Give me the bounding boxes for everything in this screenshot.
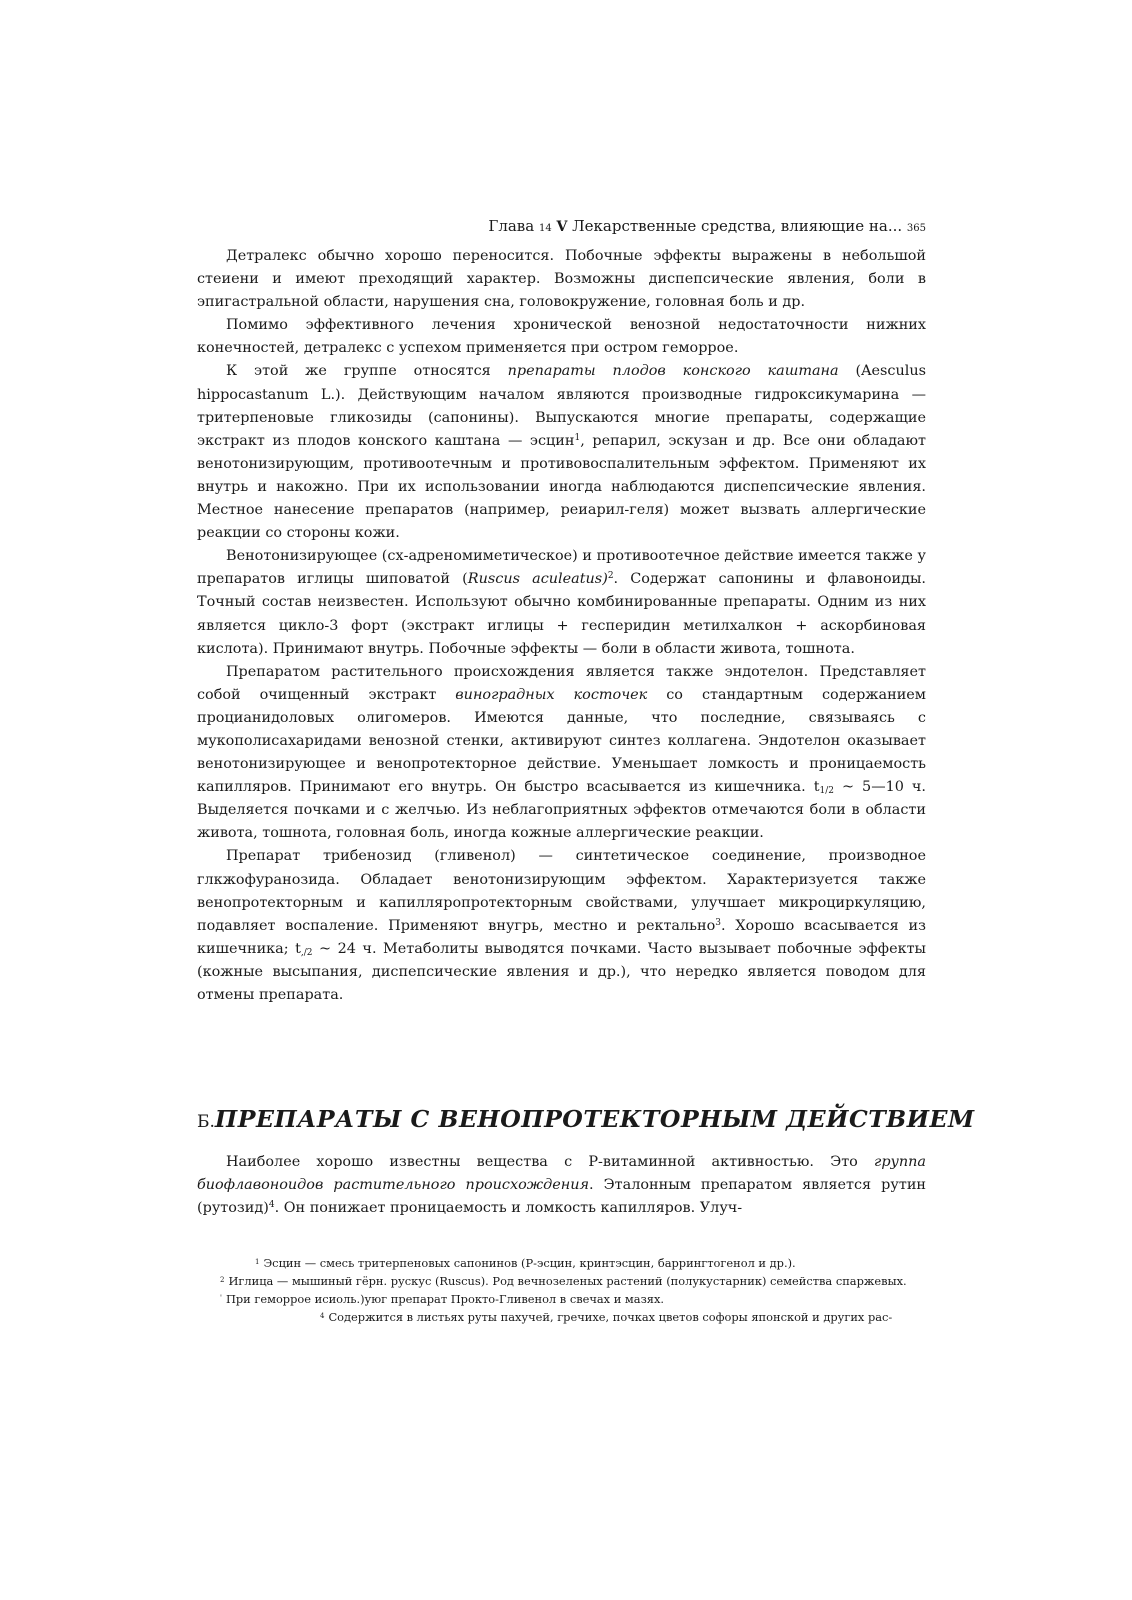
footnote-text: При геморрое исиоль.)уюг препарат Прокто-Гливенол в свечах и мазях.	[225, 1292, 665, 1306]
paragraph: Венотонизирующее (сх-адреномиметическое) и противоотечное действие имеется также у препаратов иглицы шиповатой (Ruscus aculeatus)$^2$. Содержат сапонины и флавоноиды. Точный состав неизвестен. Используют обычно комбинированные препараты. Одним из них является цикло-3 форт (экстракт иглицы + гесперидин метилхалкон + аскорбиновая кислота). Принимают внутрь. Побочные эффекты — боли в области живота, тошнота.	[197, 548, 926, 657]
footnote-ref: 1	[574, 432, 581, 443]
footnote-mark: 1	[255, 1258, 260, 1266]
paragraph: Помимо эффективного лечения хронической венозной недостаточности нижних конечностей, детралекс с успехом применяется при остром геморрое.	[197, 317, 926, 357]
italic-term: группа биофлавоноидов растительного происхождения	[197, 1154, 926, 1194]
footnote	[197, 1308, 926, 1326]
paragraph: К этой же группе относятся препараты плодов конского каштана (Aesculus hippocastanum L.). Действующим началом являются производные гидроксикумарина — тритерпеновые гликозиды (сапонины). Выпускаются многие препараты, содержащие экстракт из плодов конского каштана — эсцин$^1$, репарил, эскузан и др. Все они обладают венотонизирующим, противоотечным и противовоспалительным эффектом. Применяют их внутрь и накожно. При их использовании иногда наблюдаются диспепсические явления. Местное нанесение препаратов (например, реиарил-геля) может вызвать аллергические реакции со стороны кожи.	[197, 363, 927, 542]
subscript: 1/2	[819, 786, 834, 797]
section-letter: Б.	[197, 1112, 215, 1132]
footnote-ref: 4	[268, 1200, 275, 1211]
section-intro	[197, 1151, 926, 1220]
italic-term: препараты плодов конского каштана	[507, 363, 839, 380]
paragraph: Наиболее хорошо известны вещества с Р-витаминной активностью. Это группа биофлавоноидов растительного происхождения. Эталонным препаратом является рутин (рутозид)$^4$. Он понижает проницаемость и ломкость капилляров. Улуч-	[197, 1154, 927, 1217]
paragraph: Препаратом растительного происхождения является также эндотелон. Представляет собой очищенный экстракт виноградных косточек со стандартным содержанием процианидоловых олигомеров. Имеются данные, что последние, связываясь с мукополисахаридами венозной стенки, активируют синтез коллагена. Эндотелон оказывает венотонизирующее и венопротекторное действие. Уменьшает ломкость и проницаемость капилляров. Принимают его внутрь. Он быстро всасывается из кишечника. $t_{1/2}$ ~ 5—10 ч. Выделяется почками и с желчью. Из неблагоприятных эффектов отмечаются боли в области живота, тошнота, головная боль, иногда кожные аллергические реакции.	[197, 663, 926, 842]
page-number: 365	[906, 223, 926, 234]
chapter-number: 14	[538, 223, 552, 234]
paragraph: Препарат трибенозид (гливенол) — синтетическое соединение, производное глкжофуранозида. Обладает венотонизирующим эффектом. Характеризуется также венопротекторным и капилляропротекторным свойствами, улучшает микроциркуляцию, подавляет воспаление. Применяют внугрь, местно и ректально$^3$. Хорошо всасывается из кишечника; $t_{,/2}$ ~ 24 ч. Метаболиты выводятся почками. Часто вызывает побочные эффекты (кожные высыпания, диспепсические явления и др.), что нередко является поводом для отмены препарата.	[197, 848, 926, 1003]
footnote-mark: 4	[320, 1312, 325, 1320]
chapter-mark: V	[556, 219, 568, 235]
footnote	[197, 1272, 926, 1290]
section-heading	[197, 1105, 975, 1133]
section-title: ПРЕПАРАТЫ С ВЕНОПРОТЕКТОРНЫМ ДЕЙСТВИЕМ	[214, 1105, 975, 1133]
footnote	[197, 1254, 926, 1272]
footnote-ref: 2	[607, 571, 614, 582]
subscript: ,/2	[300, 947, 313, 958]
paragraph: Детралекс обычно хорошо переносится. Побочные эффекты выражены в небольшой стеиени и имеют преходящий характер. Возможны диспепсические явления, боли в эпигастральной области, нарушения сна, головокружение, головная боль и др.	[197, 248, 926, 311]
chapter-title: Лекарственные средства, влияющие на...	[572, 217, 903, 235]
footnote-text: Эсцин — смесь тритерпеновых сапонинов (Р-эсцин, кринтэсцин, баррингтогенол и др.).	[263, 1256, 796, 1270]
body-text	[197, 245, 926, 1007]
footnote-mark: 2	[220, 1276, 225, 1284]
footnote-text: Содержится в листьях руты пахучей, гречихе, почках цветов софоры японской и других рас-	[328, 1310, 893, 1324]
running-header	[196, 217, 926, 238]
footnote-ref: 3	[715, 917, 721, 928]
footnote	[197, 1290, 926, 1308]
footnotes	[197, 1254, 926, 1326]
italic-term: виноградных косточек	[455, 686, 648, 703]
chapter-word: Глава	[488, 217, 535, 235]
italic-term: Ruscus aculeatus)	[467, 571, 608, 588]
footnote-mark: '	[220, 1294, 222, 1302]
footnote-text: Иглица — мышиный гёрн. рускус (Ruscus). Род вечнозеленых растений (полукустарник) семейства спаржевых.	[228, 1274, 907, 1288]
